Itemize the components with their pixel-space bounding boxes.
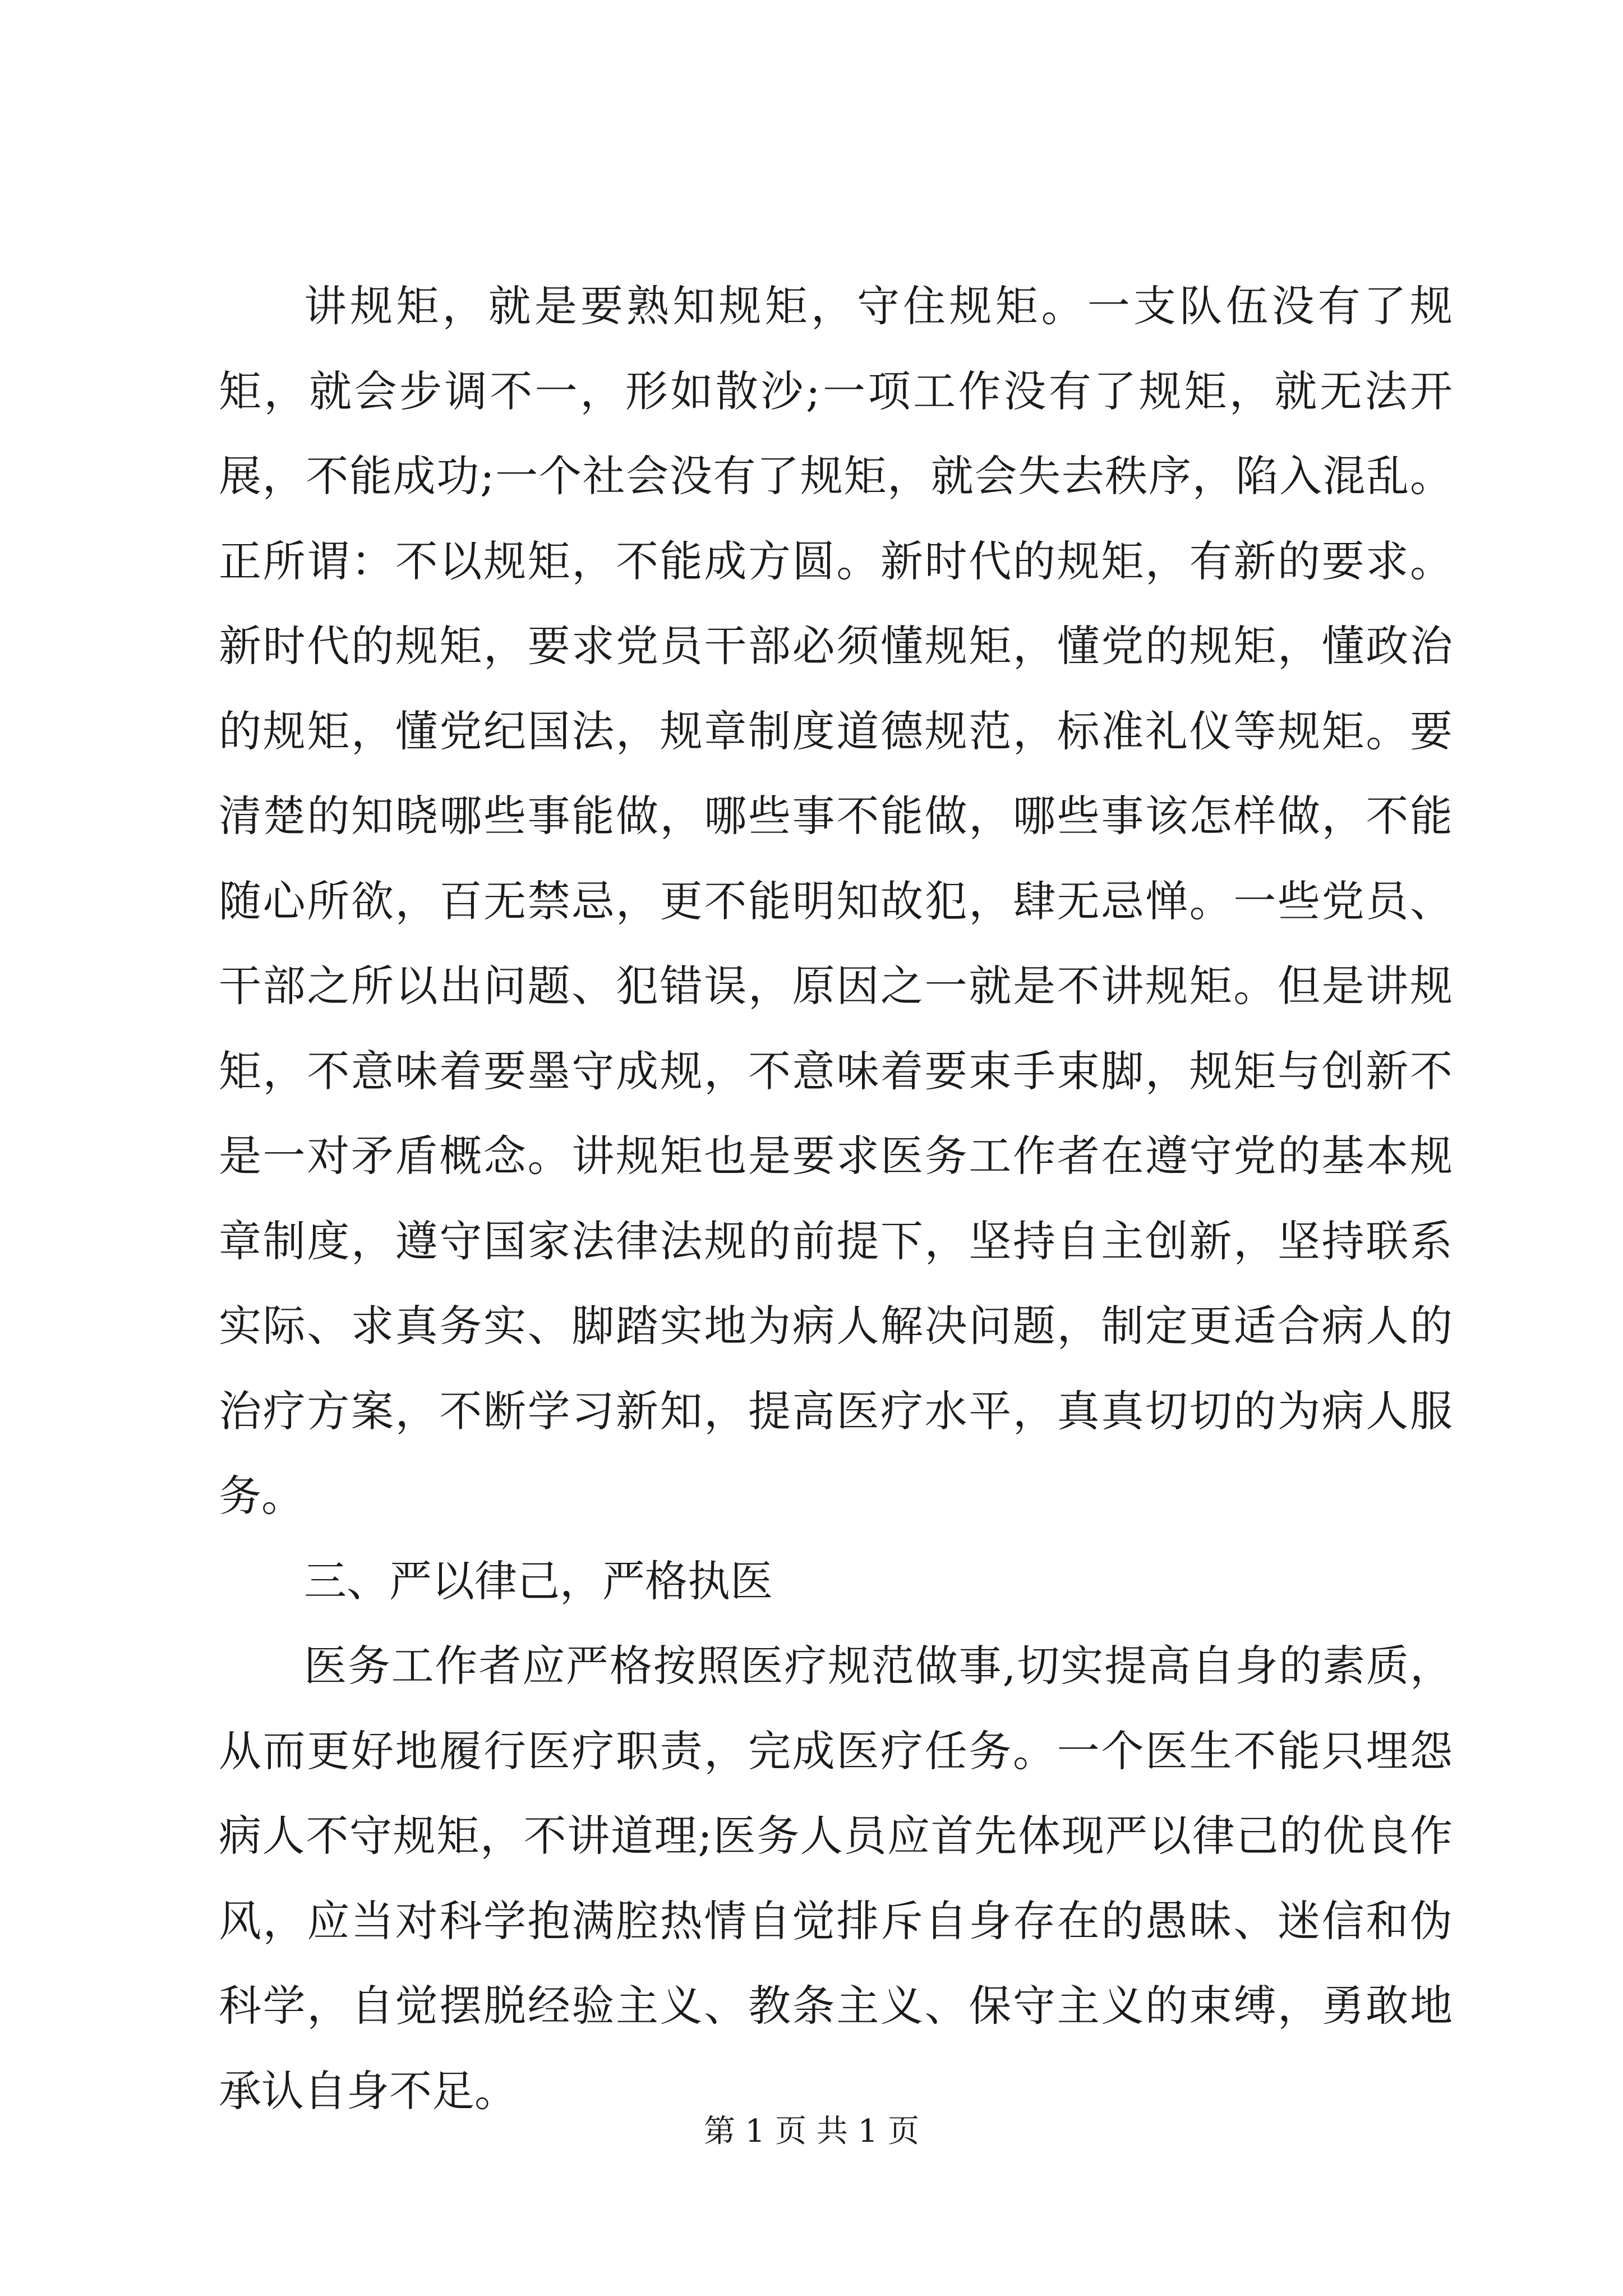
section-heading-3: 三、严以律己，严格执医 bbox=[304, 1556, 773, 1606]
page-footer: 第 1 页 共 1 页 bbox=[703, 2113, 920, 2150]
paragraph-self-discipline: 医务工作者应严格按照医疗规范做事,切实提高自身的素质，从而更好地履行医疗职责，完成医疗任务。一个医生不能只埋怨病人不守规矩，不讲道理;医务人员应首先体现严以律己的优良作风，应当对科学抱满腔热情自觉排斥自身存在的愚昧、迷信和伪科学，自觉摆脱经验主义、教条主义、保守主义的束缚，勇敢地承认自身不足。 bbox=[219, 1641, 1453, 2116]
paragraph-rules: 讲规矩，就是要熟知规矩，守住规矩。一支队伍没有了规矩，就会步调不一，形如散沙;一项工作没有了规矩，就无法开展，不能成功;一个社会没有了规矩，就会失去秩序，陷入混乱。正所谓：不以规矩，不能成方圆。新时代的规矩，有新的要求。新时代的规矩，要求党员干部必须懂规矩，懂党的规矩，懂政治的规矩，懂党纪国法，规章制度道德规范，标准礼仪等规矩。要清楚的知晓哪些事能做，哪些事不能做，哪些事该怎样做，不能随心所欲，百无禁忌，更不能明知故犯，肆无忌惮。一些党员、干部之所以出问题、犯错误，原因之一就是不讲规矩。但是讲规矩，不意味着要墨守成规，不意味着要束手束脚，规矩与创新不是一对矛盾概念。讲规矩也是要求医务工作者在遵守党的基本规章制度，遵守国家法律法规的前提下，坚持自主创新，坚持联系实际、求真务实、脚踏实地为病人解决问题，制定更适合病人的治疗方案，不断学习新知，提高医疗水平，真真切切的为病人服务。 bbox=[219, 281, 1453, 1521]
document-body bbox=[219, 264, 1453, 2133]
